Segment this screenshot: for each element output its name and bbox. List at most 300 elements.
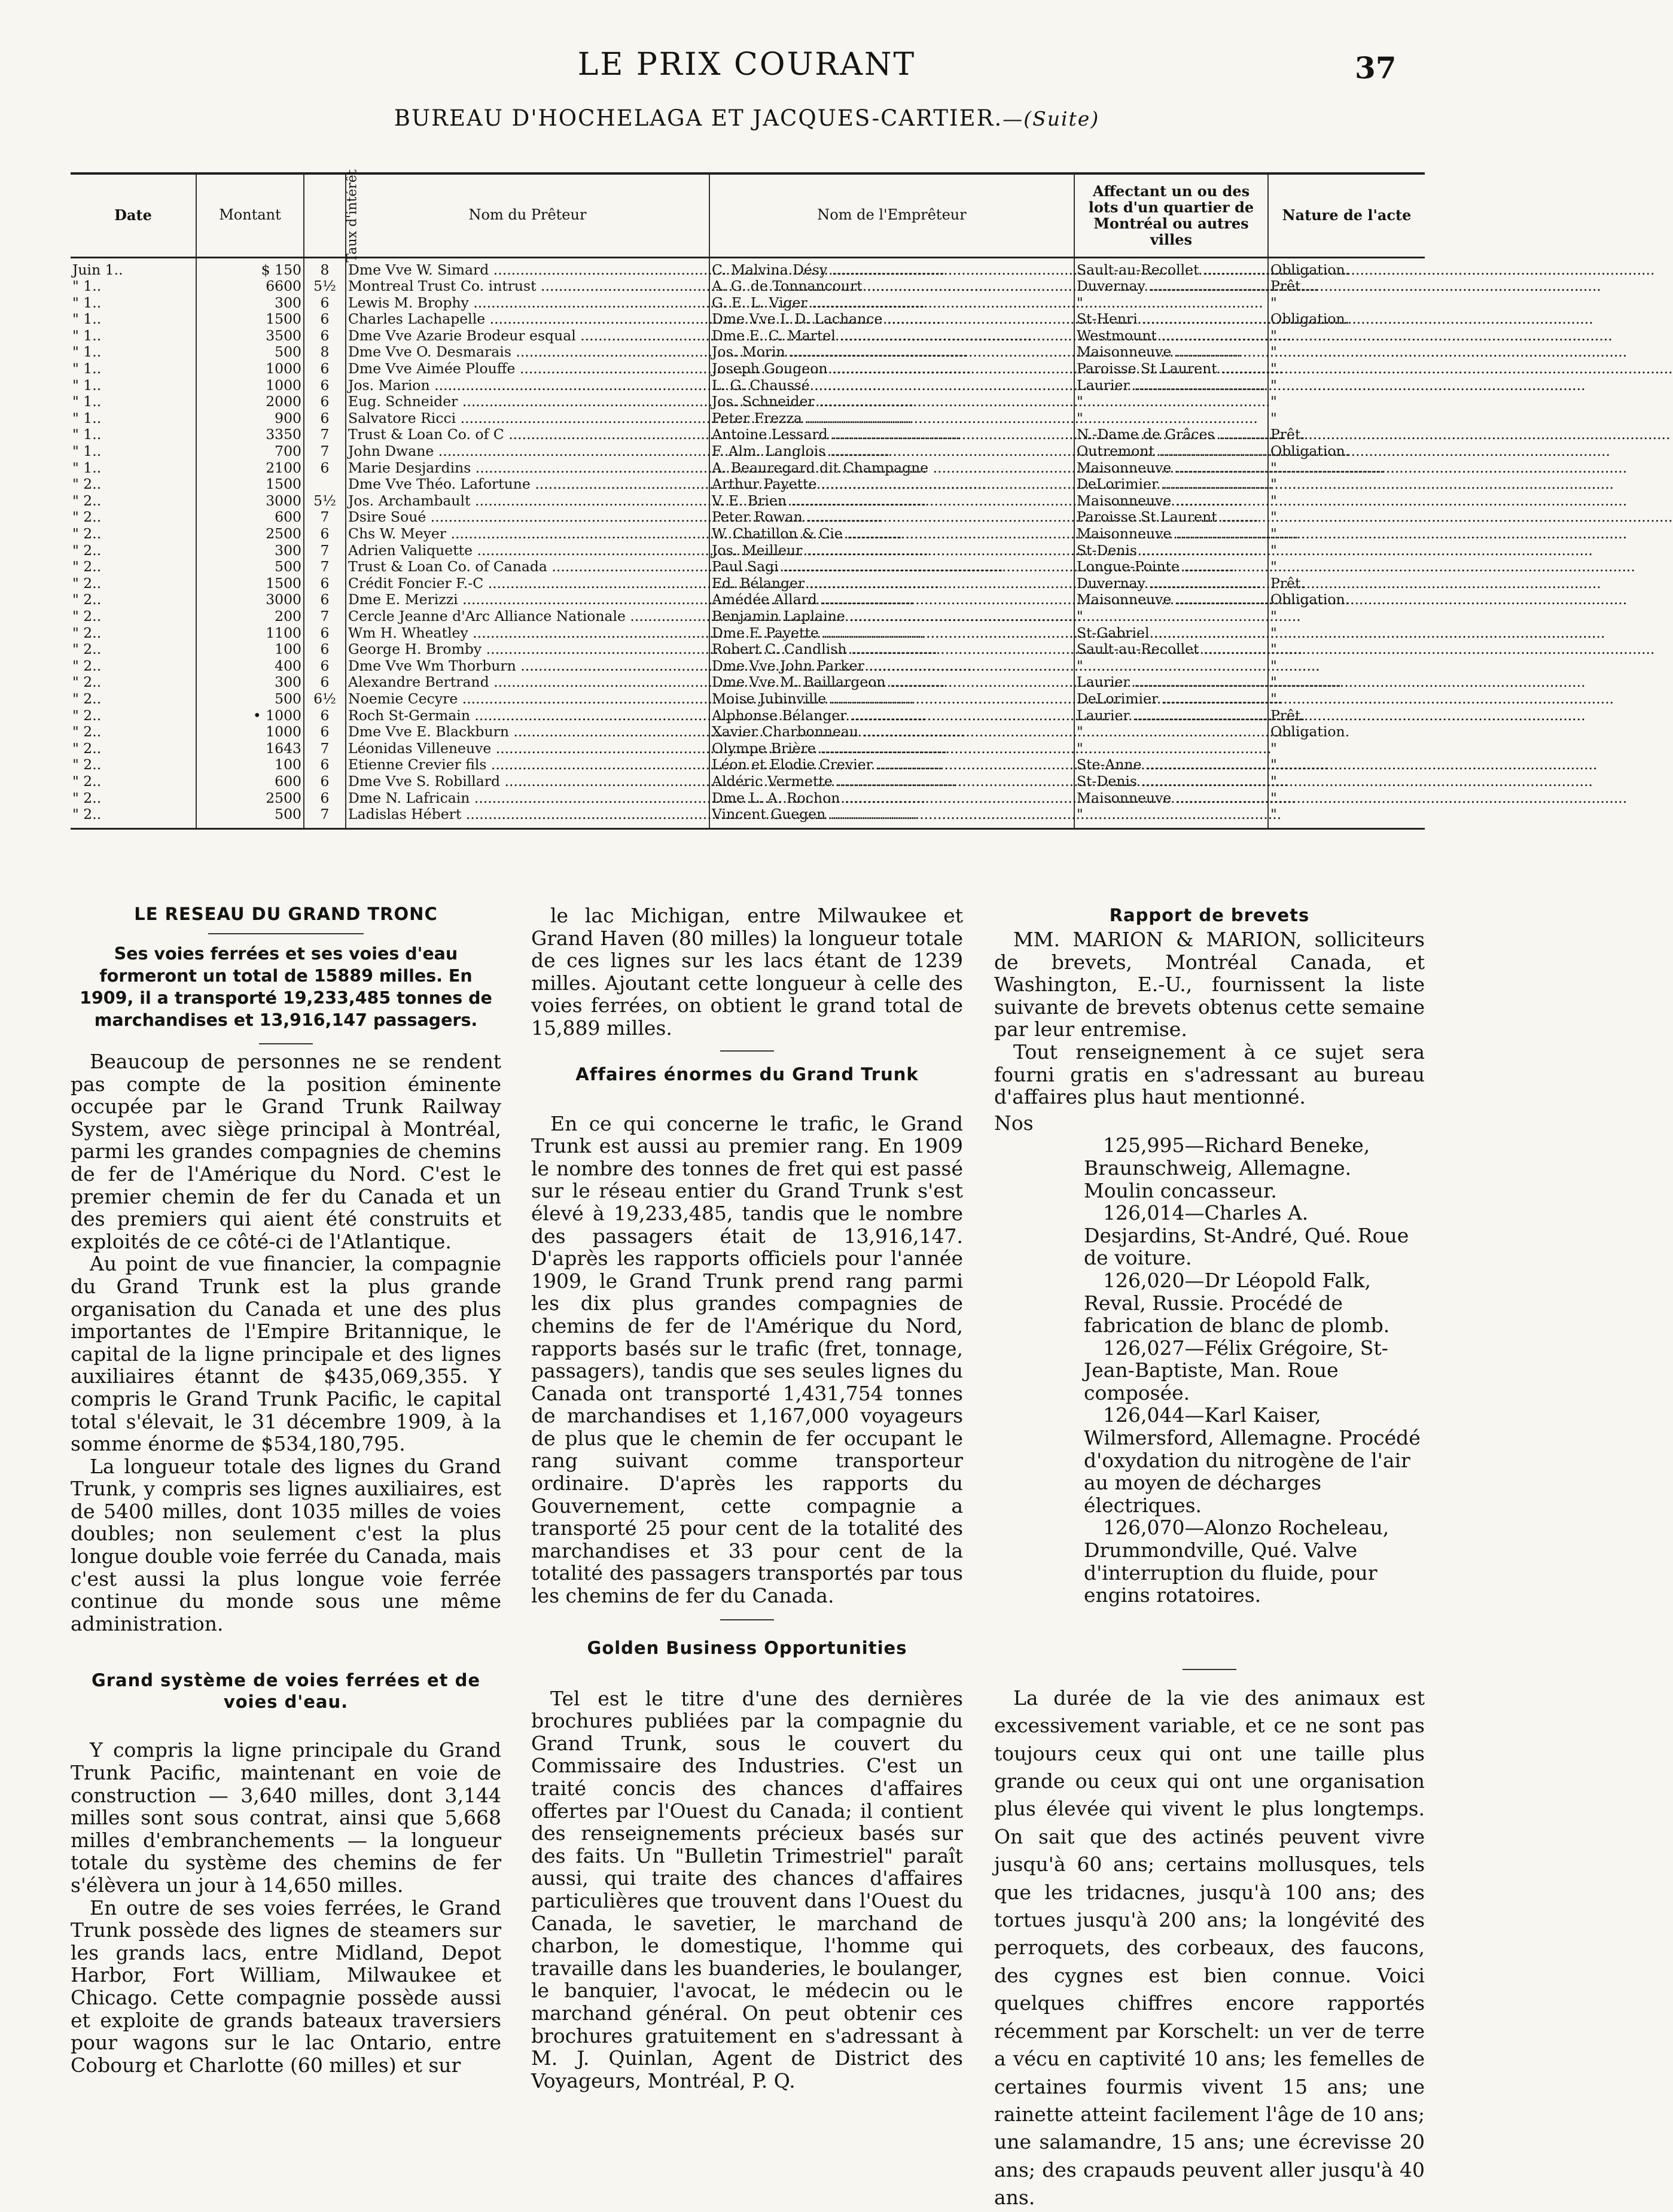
header-taux-label: Taux d'intérêt bbox=[345, 169, 360, 263]
cell-emprunteur-text: Dme Vve John Parker ..... bbox=[712, 657, 1320, 674]
paragraph: le lac Michigan, entre Milwaukee et Grand Haven (80 milles) la longueur totale de ces lignes sur les lacs étant de 1239 milles. Ajoutant cette longueur à celle des voies ferrées, on obtient le grand total de 15,889 milles. bbox=[531, 904, 963, 1040]
cell-affectant-text: Sault-au-Recollet ..... bbox=[1077, 261, 1654, 278]
cell-date bbox=[71, 344, 196, 361]
table-row bbox=[71, 509, 1425, 526]
cell-taux bbox=[304, 311, 346, 328]
cell-emprunteur bbox=[709, 559, 1074, 575]
cell-date-text: " 1.. bbox=[72, 327, 102, 344]
page-subtitle bbox=[0, 105, 1494, 131]
cell-taux-text: 6 bbox=[320, 706, 330, 724]
header-affectant: Affectant un ou des lots d'un quartier de Montréal ou autres villes bbox=[1074, 173, 1268, 257]
cell-preteur-text: Adrien Valiquette ..... bbox=[348, 542, 928, 559]
cell-nature-text: Prêt. bbox=[1270, 706, 1305, 724]
cell-montant-text: 100 bbox=[275, 641, 301, 658]
cell-taux-text: 6 bbox=[320, 294, 330, 311]
cell-affectant bbox=[1074, 708, 1268, 724]
cell-preteur bbox=[346, 377, 709, 394]
cell-emprunteur bbox=[709, 790, 1074, 807]
cell-taux-text: 7 bbox=[320, 806, 330, 823]
cell-nature bbox=[1268, 741, 1425, 757]
cell-preteur-text: Charles Lachapelle ..... bbox=[348, 310, 941, 327]
cell-affectant-text: Longue-Pointe ..... bbox=[1077, 558, 1635, 575]
cell-taux-text: 6 bbox=[320, 574, 330, 592]
table-body bbox=[71, 257, 1425, 828]
cell-nature-text: " bbox=[1270, 641, 1277, 658]
cell-nature-text: " bbox=[1270, 806, 1277, 823]
cell-nature bbox=[1268, 806, 1425, 828]
cell-montant bbox=[196, 641, 304, 658]
cell-date bbox=[71, 658, 196, 675]
cell-montant-text: 3000 bbox=[266, 591, 301, 608]
table-row bbox=[71, 526, 1425, 543]
cell-taux-text: 7 bbox=[320, 541, 330, 559]
cell-affectant bbox=[1074, 559, 1268, 575]
cell-affectant-text: Maisonneuve ..... bbox=[1077, 525, 1627, 542]
cell-nature-text: " bbox=[1270, 607, 1277, 624]
cell-preteur-text: Roch St-Germain ..... bbox=[348, 707, 926, 724]
cell-taux bbox=[304, 295, 346, 312]
cell-emprunteur-text: Aldéric Vermette ..... bbox=[712, 773, 1288, 790]
cell-montant-text: 300 bbox=[275, 674, 301, 691]
cell-affectant bbox=[1074, 377, 1268, 394]
article-body-golden bbox=[531, 1687, 963, 2092]
cell-affectant-text: " bbox=[1077, 294, 1083, 311]
cell-montant-text: 1500 bbox=[266, 476, 301, 493]
cell-preteur-text: Dme Vve S. Robillard ..... bbox=[348, 773, 956, 790]
cell-preteur bbox=[346, 773, 709, 790]
cell-emprunteur-text: V. E. Brien ..... bbox=[712, 492, 1242, 509]
cell-taux bbox=[304, 526, 346, 543]
cell-date-text: " 2.. bbox=[72, 624, 102, 641]
cell-date bbox=[71, 476, 196, 493]
cell-emprunteur bbox=[709, 295, 1074, 312]
cell-montant-text: 300 bbox=[275, 541, 301, 559]
table-row bbox=[71, 559, 1425, 575]
cell-taux bbox=[304, 790, 346, 807]
cell-date-text: " 1.. bbox=[72, 409, 102, 426]
cell-affectant-text: " bbox=[1077, 607, 1083, 624]
table-row bbox=[71, 410, 1425, 427]
cell-affectant bbox=[1074, 426, 1268, 443]
cell-preteur-text: Cercle Jeanne d'Arc Alliance Nationale ..... bbox=[348, 608, 1081, 624]
cell-date bbox=[71, 328, 196, 345]
cell-emprunteur-text: C. Malvina Désy ..... bbox=[712, 261, 1283, 278]
cell-date-text: " 1.. bbox=[72, 426, 102, 443]
cell-affectant bbox=[1074, 757, 1268, 773]
cell-date bbox=[71, 460, 196, 477]
cell-affectant-text: Paroisse St Laurent ..... bbox=[1077, 508, 1673, 525]
cell-emprunteur bbox=[709, 674, 1074, 691]
cell-preteur-text: Chs W. Meyer ..... bbox=[348, 525, 902, 542]
cell-montant bbox=[196, 493, 304, 510]
cell-montant bbox=[196, 790, 304, 807]
cell-emprunteur bbox=[709, 493, 1074, 510]
cell-affectant bbox=[1074, 575, 1268, 592]
cell-montant bbox=[196, 394, 304, 410]
cell-montant-text: 3000 bbox=[266, 492, 301, 509]
cell-affectant-text: Westmount ..... bbox=[1077, 327, 1613, 344]
cell-emprunteur-text: Robert C. Candlish ..... bbox=[712, 641, 1302, 657]
cell-date bbox=[71, 410, 196, 427]
article-heading-grand-tronc: LE RESEAU DU GRAND TRONC bbox=[134, 904, 438, 924]
cell-emprunteur bbox=[709, 257, 1074, 278]
cell-montant-text: 900 bbox=[275, 409, 301, 426]
cell-preteur-text: Dsire Soué ..... bbox=[348, 508, 882, 525]
cell-affectant-text: DeLorimier ..... bbox=[1077, 476, 1614, 492]
cell-preteur-text: Dme N. Lafricain ..... bbox=[348, 790, 925, 806]
cell-montant-text: 1500 bbox=[266, 574, 301, 592]
cell-affectant bbox=[1074, 476, 1268, 493]
cell-preteur-text: Trust & Loan Co. of C ..... bbox=[348, 426, 960, 443]
header-montant: Montant bbox=[196, 173, 304, 257]
cell-affectant bbox=[1074, 460, 1268, 477]
cell-preteur bbox=[346, 311, 709, 328]
cell-taux bbox=[304, 509, 346, 526]
table-row bbox=[71, 295, 1425, 312]
cell-montant bbox=[196, 757, 304, 773]
cell-affectant-text: " bbox=[1077, 409, 1083, 426]
cell-date bbox=[71, 509, 196, 526]
cell-preteur bbox=[346, 493, 709, 510]
cell-emprunteur bbox=[709, 708, 1074, 724]
table-row bbox=[71, 311, 1425, 328]
cell-date bbox=[71, 790, 196, 807]
cell-date bbox=[71, 493, 196, 510]
article-heading-affaires: Affaires énormes du Grand Trunk bbox=[575, 1064, 919, 1084]
cell-preteur bbox=[346, 295, 709, 312]
table-header-row bbox=[71, 173, 1425, 257]
table-row bbox=[71, 708, 1425, 724]
cell-montant-text: 1100 bbox=[266, 624, 301, 641]
cell-affectant-text: DeLorimier ..... bbox=[1077, 690, 1614, 707]
cell-date-text: " 2.. bbox=[72, 641, 102, 658]
cell-taux-text: 6 bbox=[320, 657, 330, 674]
paragraph: Tout renseignement à ce sujet sera fourni gratis en s'adressant au bureau d'affaires plus haut mentionné. bbox=[994, 1040, 1425, 1109]
cell-taux bbox=[304, 394, 346, 410]
cell-nature-text: Obligation. bbox=[1270, 310, 1350, 328]
cell-date bbox=[71, 773, 196, 790]
cell-taux bbox=[304, 741, 346, 757]
subtitle-main: BUREAU D'HOCHELAGA ET JACQUES-CARTIER. bbox=[394, 105, 1003, 131]
cell-montant bbox=[196, 476, 304, 493]
cell-affectant-text: N.-Dame de Grâces ..... bbox=[1077, 426, 1671, 443]
cell-montant-text: 1000 bbox=[266, 723, 301, 741]
cell-date bbox=[71, 608, 196, 625]
cell-emprunteur bbox=[709, 773, 1074, 790]
cell-preteur-text: Dme Vve O. Desmarais ..... bbox=[348, 343, 967, 360]
cell-taux bbox=[304, 426, 346, 443]
cell-preteur bbox=[346, 443, 709, 460]
cell-taux-text: 6 bbox=[320, 723, 330, 741]
cell-montant bbox=[196, 658, 304, 675]
cell-montant-text: 3350 bbox=[266, 426, 301, 443]
cell-taux-text: 7 bbox=[320, 443, 330, 460]
patent-item: 126,014—Charles A. Desjardins, St-André, Qué. Roue de voiture. bbox=[1084, 1201, 1409, 1270]
cell-taux bbox=[304, 641, 346, 658]
cell-preteur bbox=[346, 278, 709, 295]
cell-taux-text: 7 bbox=[320, 426, 330, 443]
cell-emprunteur-text: Antoine Lessard ..... bbox=[712, 426, 1284, 443]
cell-emprunteur bbox=[709, 691, 1074, 708]
cell-emprunteur bbox=[709, 658, 1074, 675]
cell-nature-text: " bbox=[1270, 657, 1277, 674]
patent-list bbox=[994, 1134, 1425, 1606]
table-row bbox=[71, 575, 1425, 592]
cell-emprunteur bbox=[709, 344, 1074, 361]
cell-taux-text: 7 bbox=[320, 508, 330, 526]
cell-affectant-text: Paroisse St Laurent ..... bbox=[1077, 360, 1673, 377]
table-row bbox=[71, 394, 1425, 410]
cell-taux-text: 6 bbox=[320, 409, 330, 426]
cell-affectant bbox=[1074, 790, 1268, 807]
cell-taux bbox=[304, 476, 346, 493]
table-row bbox=[71, 773, 1425, 790]
cell-taux bbox=[304, 773, 346, 790]
cell-montant-text: 1000 bbox=[266, 376, 301, 394]
cell-emprunteur-text: Jos. Schneider ..... bbox=[712, 393, 1270, 410]
table-row bbox=[71, 443, 1425, 460]
divider bbox=[720, 1619, 774, 1620]
cell-montant bbox=[196, 443, 304, 460]
cell-emprunteur-text: Benjamin Laplaine ..... bbox=[712, 608, 1301, 624]
paragraph: MM. MARION & MARION, solliciteurs de brevets, Montréal Canada, et Washington, E.-U., fournissent la liste suivante de brevets obtenus cette semaine par leur entremise. bbox=[994, 928, 1425, 1041]
cell-affectant-text: Maisonneuve ..... bbox=[1077, 492, 1627, 509]
cell-montant bbox=[196, 674, 304, 691]
cell-nature bbox=[1268, 724, 1425, 741]
cell-taux-text: 8 bbox=[320, 343, 330, 361]
cell-montant bbox=[196, 724, 304, 741]
cell-preteur bbox=[346, 575, 709, 592]
cell-affectant-text: Duvernay ..... bbox=[1077, 575, 1601, 592]
article-body bbox=[71, 1050, 501, 1635]
cell-nature-text: Prêt. bbox=[1270, 426, 1305, 443]
cell-preteur bbox=[346, 658, 709, 675]
table-row bbox=[71, 691, 1425, 708]
cell-affectant-text: Laurier ..... bbox=[1077, 377, 1586, 394]
loan-table bbox=[71, 169, 1425, 830]
cell-taux bbox=[304, 608, 346, 625]
nos-label: Nos bbox=[994, 1111, 1034, 1135]
cell-date-text: " 2.. bbox=[72, 789, 102, 806]
cell-nature-text: " bbox=[1270, 756, 1277, 773]
paragraph: Tel est le titre d'une des dernières brochures publiées par la compagnie du Grand Trunk, sous le couvert du Commissaire des Industries. C'est un traité concis des chances d'affaires offertes par l'Ouest du Canada; il contient des renseignements précieux basés sur des faits. Un "Bulletin Trimestriel" paraît aussi, qui traite des chances d'affaires particulières que trouvent dans l'Ouest du Canada, le savetier, le marchand de charbon, le domestique, l'homme qui travaille dans les buanderies, le boulanger, le banquier, l'avocat, le médecin ou le marchand général. On peut obtenir ces brochures gratuitement en s'adressant à M. J. Quinlan, Agent de District des Voyageurs, Montréal, P. Q. bbox=[531, 1686, 963, 2092]
cell-emprunteur bbox=[709, 278, 1074, 295]
cell-date bbox=[71, 724, 196, 741]
cell-date bbox=[71, 674, 196, 691]
cell-montant-text: 400 bbox=[275, 657, 301, 674]
column-1 bbox=[71, 903, 501, 2076]
cell-date bbox=[71, 394, 196, 410]
cell-emprunteur-text: L. G. Chaussé ..... bbox=[712, 377, 1266, 394]
cell-taux bbox=[304, 806, 346, 828]
cell-montant-text: 2000 bbox=[266, 393, 301, 410]
table-row bbox=[71, 543, 1425, 559]
cell-emprunteur bbox=[709, 724, 1074, 741]
cell-preteur bbox=[346, 526, 709, 543]
cell-montant bbox=[196, 691, 304, 708]
cell-montant-text: 600 bbox=[275, 772, 301, 790]
cell-date bbox=[71, 592, 196, 608]
cell-emprunteur bbox=[709, 443, 1074, 460]
cell-date bbox=[71, 641, 196, 658]
cell-taux bbox=[304, 559, 346, 575]
cell-affectant-text: Maisonneuve ..... bbox=[1077, 459, 1627, 476]
cell-emprunteur-text: Moise Jubinville ..... bbox=[712, 690, 1282, 707]
cell-date bbox=[71, 741, 196, 757]
cell-date-text: " 2.. bbox=[72, 476, 102, 493]
cell-taux bbox=[304, 361, 346, 377]
cell-montant bbox=[196, 625, 304, 642]
cell-montant bbox=[196, 741, 304, 757]
cell-date bbox=[71, 625, 196, 642]
cell-montant-text: 100 bbox=[275, 756, 301, 773]
cell-affectant bbox=[1074, 526, 1268, 543]
cell-date-text: Juin 1.. bbox=[72, 261, 123, 278]
cell-preteur-text: Noemie Cecyre ..... bbox=[348, 690, 913, 707]
cell-nature-text: " bbox=[1270, 294, 1277, 311]
cell-emprunteur-text: F. Alm. Langlois ..... bbox=[712, 443, 1281, 459]
cell-affectant bbox=[1074, 328, 1268, 345]
cell-date-text: " 1.. bbox=[72, 310, 102, 328]
cell-nature-text: " bbox=[1270, 508, 1277, 526]
cell-affectant bbox=[1074, 625, 1268, 642]
cell-preteur bbox=[346, 592, 709, 608]
cell-montant-text: 500 bbox=[275, 806, 301, 823]
cell-emprunteur bbox=[709, 361, 1074, 377]
cell-date bbox=[71, 311, 196, 328]
cell-montant bbox=[196, 773, 304, 790]
cell-montant-text: • 1000 bbox=[252, 706, 301, 724]
cell-preteur-text: Dme Vve Aimée Plouffe ..... bbox=[348, 360, 971, 377]
cell-date bbox=[71, 257, 196, 278]
header-taux bbox=[304, 169, 360, 263]
table-row bbox=[71, 674, 1425, 691]
cell-emprunteur-text: Xavier Charbonneau ..... bbox=[712, 723, 1314, 740]
cell-date-text: " 2.. bbox=[72, 492, 102, 509]
cell-preteur bbox=[346, 641, 709, 658]
cell-preteur bbox=[346, 741, 709, 757]
cell-date-text: " 1.. bbox=[72, 278, 102, 295]
cell-nature-text: " bbox=[1270, 789, 1277, 806]
cell-emprunteur bbox=[709, 377, 1074, 394]
cell-montant bbox=[196, 559, 304, 575]
cell-nature-text: " bbox=[1270, 739, 1277, 757]
cell-affectant bbox=[1074, 344, 1268, 361]
cell-date-text: " 2.. bbox=[72, 739, 102, 757]
cell-preteur-text: Ladislas Hébert ..... bbox=[348, 806, 917, 822]
cell-taux-text: 6 bbox=[320, 459, 330, 476]
cell-affectant-text: Maisonneuve ..... bbox=[1077, 591, 1627, 608]
cell-montant bbox=[196, 575, 304, 592]
cell-preteur bbox=[346, 757, 709, 773]
cell-preteur bbox=[346, 691, 709, 708]
table-row bbox=[71, 344, 1425, 361]
cell-montant-text: 1500 bbox=[266, 310, 301, 328]
cell-affectant-text: St-Henri ..... bbox=[1077, 310, 1593, 327]
cell-preteur-text: Eug. Schneider ..... bbox=[348, 393, 913, 410]
cell-preteur-text: Dme Vve E. Blackburn ..... bbox=[348, 723, 965, 740]
cell-date bbox=[71, 543, 196, 559]
cell-montant-text: 2100 bbox=[266, 459, 301, 476]
cell-taux bbox=[304, 460, 346, 477]
cell-affectant bbox=[1074, 674, 1268, 691]
cell-nature-text: " bbox=[1270, 393, 1277, 410]
cell-affectant-text: " bbox=[1077, 393, 1083, 410]
cell-taux bbox=[304, 278, 346, 295]
cell-affectant-text: Laurier ..... bbox=[1077, 707, 1586, 724]
cell-date-text: " 2.. bbox=[72, 772, 102, 790]
paragraph: Y compris la ligne principale du Grand Trunk Pacific, maintenant en voie de construction — 3,640 milles, dont 3,144 milles sont sous contrat, ainsi que 5,668 milles d'embranchements — la longueur totale du système des chemins de fer s'élèvera un jour à 14,650 milles. bbox=[71, 1738, 501, 1897]
header-emprunteur: Nom de l'Emprêteur bbox=[709, 173, 1074, 257]
divider bbox=[208, 933, 364, 934]
cell-preteur-text: Montreal Trust Co. intrust ..... bbox=[348, 278, 992, 294]
cell-nature-text: " bbox=[1270, 541, 1277, 559]
cell-preteur bbox=[346, 509, 709, 526]
article-body-affaires bbox=[531, 1113, 963, 1607]
article-heading-brevets: Rapport de brevets bbox=[1109, 905, 1310, 925]
cell-affectant-text: " bbox=[1077, 723, 1083, 741]
cell-affectant bbox=[1074, 257, 1268, 278]
cell-affectant-text: St-Gabriel ..... bbox=[1077, 624, 1605, 641]
cell-taux-text: 6 bbox=[320, 772, 330, 790]
cell-emprunteur-text: A. Beauregard dit Champagne ..... bbox=[712, 459, 1384, 476]
cell-taux-text: 6 bbox=[320, 393, 330, 410]
cell-emprunteur-text: Dme Vve M. Baillargeon ..... bbox=[712, 674, 1341, 690]
cell-date-text: " 2.. bbox=[72, 591, 102, 608]
cell-emprunteur bbox=[709, 311, 1074, 328]
cell-taux-text: 8 bbox=[320, 261, 330, 278]
cell-montant bbox=[196, 344, 304, 361]
cell-montant-text: 1000 bbox=[266, 360, 301, 377]
cell-taux-text: 6 bbox=[320, 674, 330, 691]
cell-preteur-text: Lewis M. Brophy ..... bbox=[348, 294, 925, 311]
cell-taux-text: 6 bbox=[320, 310, 330, 328]
cell-preteur bbox=[346, 460, 709, 477]
header-nature: Nature de l'acte bbox=[1268, 173, 1425, 257]
cell-emprunteur-text: G. E. L. Viger ..... bbox=[712, 294, 1263, 311]
cell-taux-text: 6 bbox=[320, 525, 330, 542]
cell-nature-text: " bbox=[1270, 525, 1277, 542]
cell-affectant bbox=[1074, 509, 1268, 526]
cell-affectant-text: " bbox=[1077, 806, 1083, 823]
cell-taux-text: 5½ bbox=[313, 492, 336, 509]
cell-date-text: " 2.. bbox=[72, 756, 102, 773]
cell-emprunteur bbox=[709, 394, 1074, 410]
cell-emprunteur-text: W. Chatillon & Cie ..... bbox=[712, 525, 1299, 542]
paragraph: Beaucoup de personnes ne se rendent pas compte de la position éminente occupée par le Grand Trunk Railway System, avec siège principal à Montréal, parmi les grandes compagnies de chemins de fer de l'Amérique du Nord. C'est le premier chemin de fer du Canada et un des premiers qui aient été construits et exploités de ce côté-ci de l'Atlantique. bbox=[71, 1050, 501, 1253]
cell-date-text: " 2.. bbox=[72, 690, 102, 707]
cell-date-text: " 1.. bbox=[72, 393, 102, 410]
cell-preteur-text: Léonidas Villeneuve ..... bbox=[348, 740, 947, 757]
cell-date-text: " 2.. bbox=[72, 706, 102, 724]
cell-montant bbox=[196, 526, 304, 543]
cell-preteur bbox=[346, 361, 709, 377]
cell-date-text: " 1.. bbox=[72, 294, 102, 311]
page-number: 37 bbox=[1355, 50, 1397, 86]
cell-date bbox=[71, 559, 196, 575]
cell-nature bbox=[1268, 410, 1425, 427]
table-row bbox=[71, 806, 1425, 828]
cell-preteur bbox=[346, 476, 709, 493]
cell-emprunteur-text: Léon et Elodie Crevier ..... bbox=[712, 756, 1328, 773]
cell-affectant bbox=[1074, 493, 1268, 510]
cell-montant bbox=[196, 361, 304, 377]
cell-affectant bbox=[1074, 543, 1268, 559]
patent-item: 126,044—Karl Kaiser, Wilmersford, Allemagne. Procédé d'oxydation du nitrogène de l'air au moyen de décharges électriques. bbox=[1084, 1403, 1421, 1517]
cell-date-text: " 2.. bbox=[72, 657, 102, 674]
cell-montant-text: 300 bbox=[275, 294, 301, 311]
paragraph: En outre de ses voies ferrées, le Grand Trunk possède des lignes de steamers sur les grands lacs, entre Midland, Depot Harbor, Fort William, Milwaukee et Chicago. Cette compagnie possède aussi et exploite de grands bateaux traversiers pour wagons sur le lac Ontario, entre Cobourg et Charlotte (60 milles) et sur bbox=[71, 1896, 501, 2077]
